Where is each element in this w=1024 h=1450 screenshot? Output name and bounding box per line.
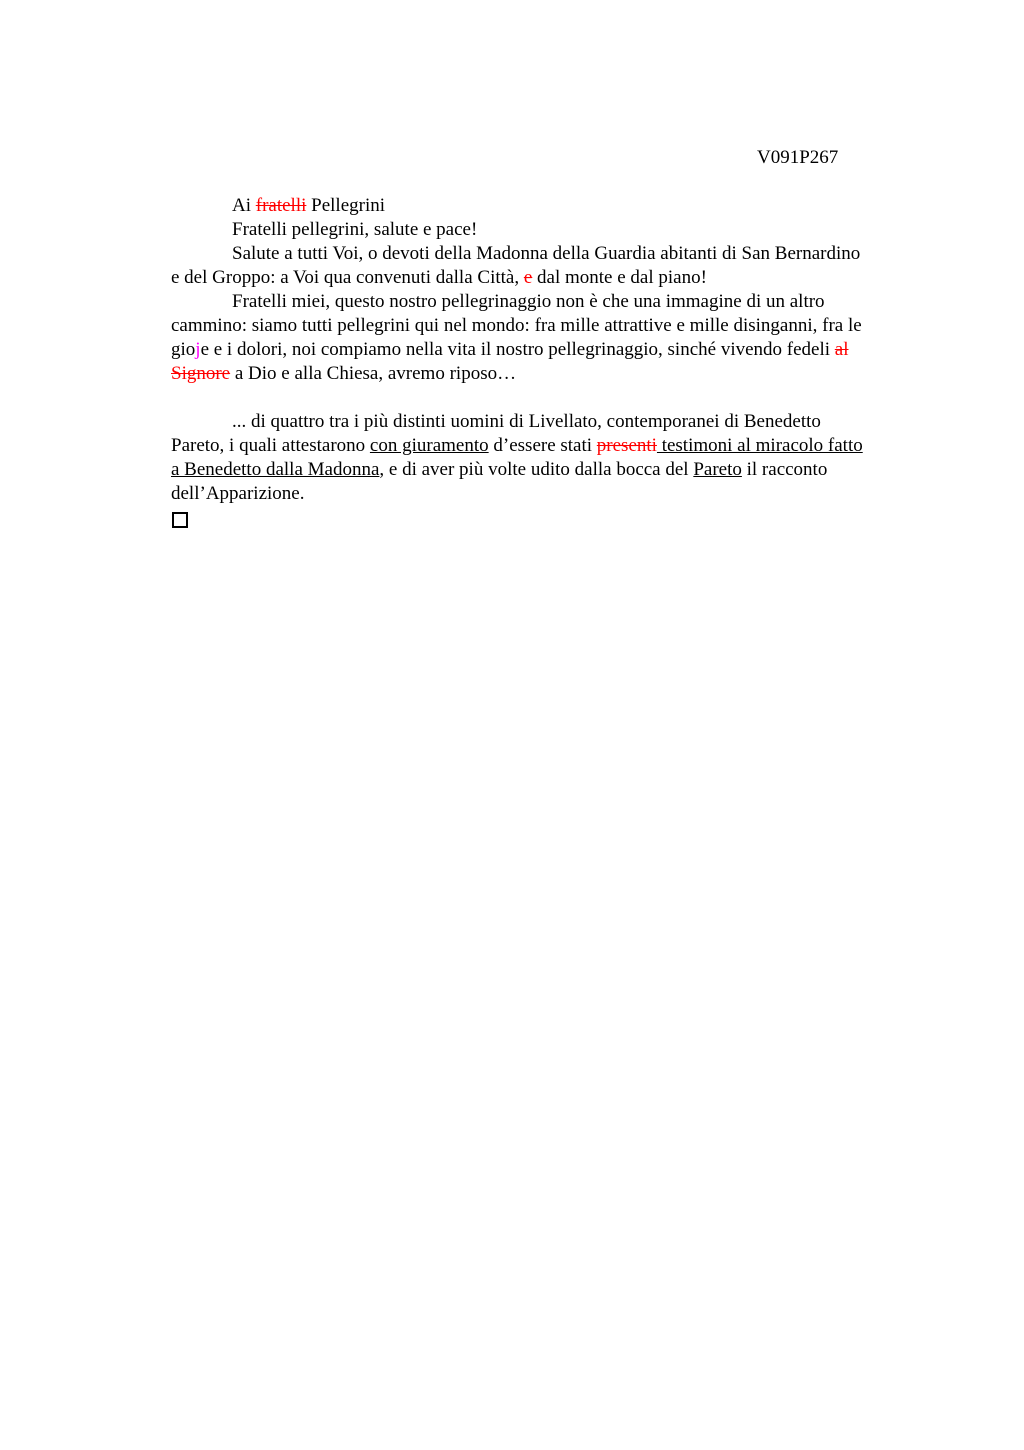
para2-line3 — [171, 338, 931, 362]
text-run: a Dio e alla Chiesa, avremo riposo… — [230, 363, 517, 384]
paragraph-gap — [171, 386, 931, 410]
para2-line2: cammino: siamo tutti pellegrini qui nel mondo: fra mille attrattive e mille disinganni, fra le — [171, 315, 862, 336]
deleted-word: Signore — [171, 363, 231, 384]
heading-after: Pellegrini — [306, 195, 386, 216]
inserted-letter: j — [195, 339, 201, 360]
para3-line3 — [171, 458, 931, 482]
text-run: dal monte e dal piano! — [532, 267, 707, 288]
underlined-phrase: testimoni al miracolo fatto — [656, 435, 863, 456]
underlined-name: Pareto — [693, 459, 742, 480]
para1-line2 — [171, 266, 931, 290]
heading-before: Ai — [232, 195, 256, 216]
text-run: il racconto — [741, 459, 828, 480]
deleted-word: al — [834, 339, 849, 360]
para3-line4: dell’Apparizione. — [171, 483, 305, 504]
deleted-word: fratelli — [255, 195, 307, 216]
underlined-phrase: con giuramento — [369, 435, 489, 456]
empty-checkbox-icon — [172, 512, 188, 528]
text-run: e del Groppo: a Voi qua convenuti dalla Città, — [171, 267, 524, 288]
heading-line — [171, 194, 931, 218]
text-run: Pareto, i quali attestarono — [171, 435, 370, 456]
text-run: d’essere stati — [488, 435, 597, 456]
para3-line1: ... di quattro tra i più distinti uomini di Livellato, contemporanei di Benedetto — [232, 411, 821, 432]
page-code: V091P267 — [757, 147, 839, 168]
para3-line2 — [171, 434, 931, 458]
greeting-line: Fratelli pellegrini, salute e pace! — [232, 219, 478, 240]
text-run: gio — [171, 339, 196, 360]
deleted-word: presenti — [596, 435, 657, 456]
deleted-word: e — [523, 267, 533, 288]
text-run: e e i dolori, noi compiamo nella vita il nostro pellegrinaggio, sinché vivendo fedeli — [200, 339, 835, 360]
para2-line1: Fratelli miei, questo nostro pellegrinaggio non è che una immagine di un altro — [232, 291, 825, 312]
document-body — [171, 194, 931, 535]
para1-line1: Salute a tutti Voi, o devoti della Madonna della Guardia abitanti di San Bernardino — [232, 243, 861, 264]
para2-line4 — [171, 362, 931, 386]
text-run: , e di aver più volte udito dalla bocca del — [379, 459, 694, 480]
underlined-phrase: a Benedetto dalla Madonna — [171, 459, 380, 480]
